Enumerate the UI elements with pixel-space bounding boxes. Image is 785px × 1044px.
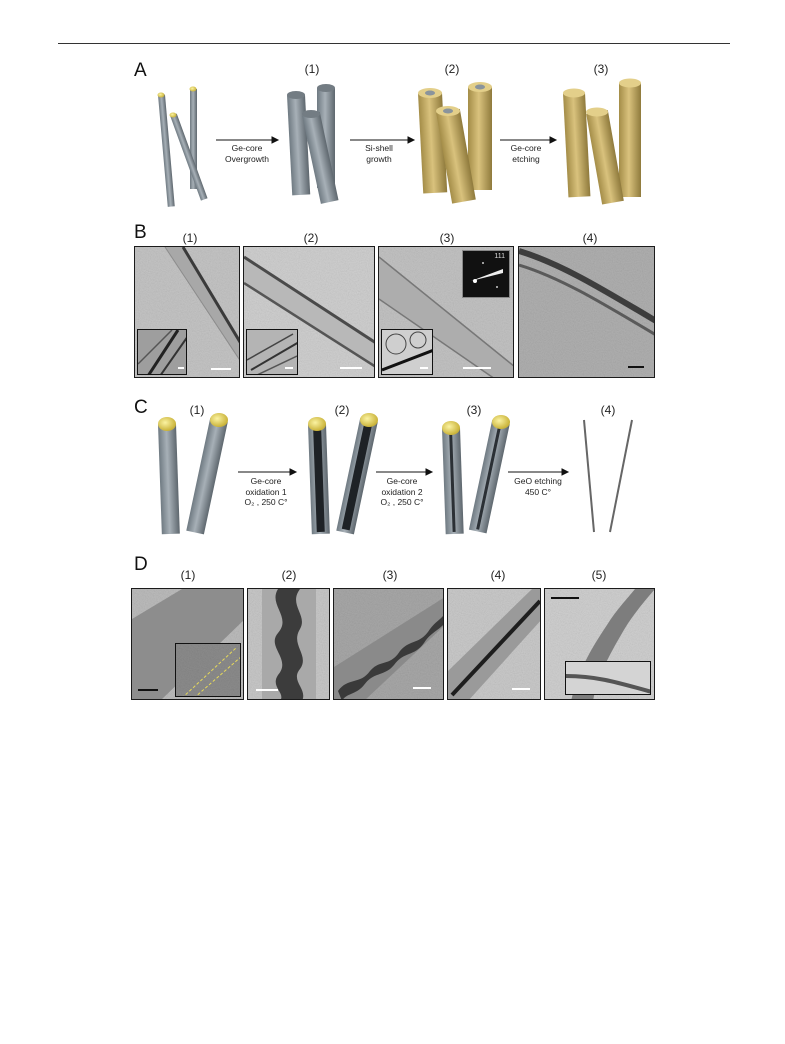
tem-image-b1: [134, 246, 240, 378]
panel-c-step-4: (4): [600, 403, 616, 417]
tem-image-b4: [518, 246, 655, 378]
panel-b-step-4: (4): [582, 231, 598, 245]
tem-inset-d1: [175, 643, 241, 697]
scale-bar: [512, 688, 530, 690]
scale-bar: [211, 368, 231, 370]
arrow-2-line-1: Si-shell: [365, 143, 393, 153]
tem-image-d1: [131, 588, 244, 700]
panel-c-step-2: (2): [334, 403, 350, 417]
tem-inset-b2: [246, 329, 298, 375]
arrow-3-line-2: etching: [512, 153, 540, 164]
panel-d-letter: D: [134, 554, 148, 575]
scale-bar: [628, 366, 644, 368]
scale-bar: [285, 367, 293, 369]
tem-inset-b3: [381, 329, 433, 375]
scale-bar: [413, 687, 431, 689]
tem-image-d3: [333, 588, 444, 700]
scale-bar: [340, 367, 362, 369]
panel-a-si-shell: [418, 82, 492, 204]
panel-a-step-1: (1): [304, 62, 320, 76]
tem-image-d4: [447, 588, 541, 700]
arrow-2-line-2: oxidation 2: [381, 486, 423, 497]
arrow-1-line-2: Overgrowth: [225, 153, 269, 164]
panel-c-step-3: (3): [466, 403, 482, 417]
arrow-1-line-1: Ge-core: [250, 476, 282, 486]
tem-inset-b1: [137, 329, 187, 375]
panel-b-step-1: (1): [182, 231, 198, 245]
panel-d-step-5: (5): [591, 568, 607, 582]
scale-bar: [178, 367, 184, 369]
panel-a-arrow-1-label: [207, 143, 287, 164]
panel-a-ge-overgrowth: [287, 84, 339, 204]
panel-d-step-2: (2): [281, 568, 297, 582]
arrow-3-line-2: 450 C°: [524, 486, 552, 497]
panel-a-etched-tubes: [563, 79, 641, 205]
scale-bar: [420, 367, 428, 369]
panel-c-stage-4: [584, 420, 632, 532]
panel-c-illustration: [130, 410, 690, 540]
panel-c-arrow-3-label: [498, 476, 578, 497]
arrow-3-line-1: GeO etching: [514, 476, 562, 486]
panel-b-letter: B: [134, 222, 147, 243]
header-rule: [58, 43, 730, 44]
tem-image-d5: [544, 588, 655, 700]
diffraction-pattern-inset: [462, 250, 510, 298]
arrow-1-line-1: Ge-core: [231, 143, 263, 153]
panel-c-stage-3: [442, 415, 510, 534]
panel-d-step-4: (4): [490, 568, 506, 582]
tem-image-d2: [247, 588, 330, 700]
scale-bar: [551, 597, 579, 599]
panel-c-arrow-2-label: [362, 476, 442, 508]
panel-b-step-3: (3): [439, 231, 455, 245]
arrow-2-line-3: O₂ , 250 C°: [380, 497, 424, 507]
panel-a-letter: A: [134, 60, 147, 81]
panel-c-arrow-1-label: [226, 476, 306, 508]
panel-a-step-3: (3): [593, 62, 609, 76]
panel-c-stage-1: [158, 413, 228, 534]
tem-image-b2: [243, 246, 375, 378]
arrow-2-line-2: growth: [366, 153, 392, 164]
panel-a-thin-wires: [158, 87, 208, 207]
panel-c-stage-2: [308, 413, 378, 534]
panel-d-step-3: (3): [382, 568, 398, 582]
panel-a-step-2: (2): [444, 62, 460, 76]
scale-bar: [463, 367, 491, 369]
panel-c-step-1: (1): [189, 403, 205, 417]
arrow-3-line-1: Ge-core: [510, 143, 542, 153]
tem-image-b3: [378, 246, 514, 378]
panel-a-arrow-2-label: [339, 143, 419, 164]
tem-inset-d5: [565, 661, 651, 695]
panel-b-step-2: (2): [303, 231, 319, 245]
panel-c-letter: C: [134, 397, 148, 418]
arrow-1-line-2: oxidation 1: [245, 486, 287, 497]
panel-a-arrow-3-label: [486, 143, 566, 164]
panel-d-step-1: (1): [180, 568, 196, 582]
scale-bar: [138, 689, 158, 691]
arrow-1-line-3: O₂ , 250 C°: [244, 497, 288, 507]
diffraction-index-label: 111: [494, 253, 505, 260]
scale-bar: [256, 689, 278, 691]
arrow-2-line-1: Ge-core: [386, 476, 418, 486]
